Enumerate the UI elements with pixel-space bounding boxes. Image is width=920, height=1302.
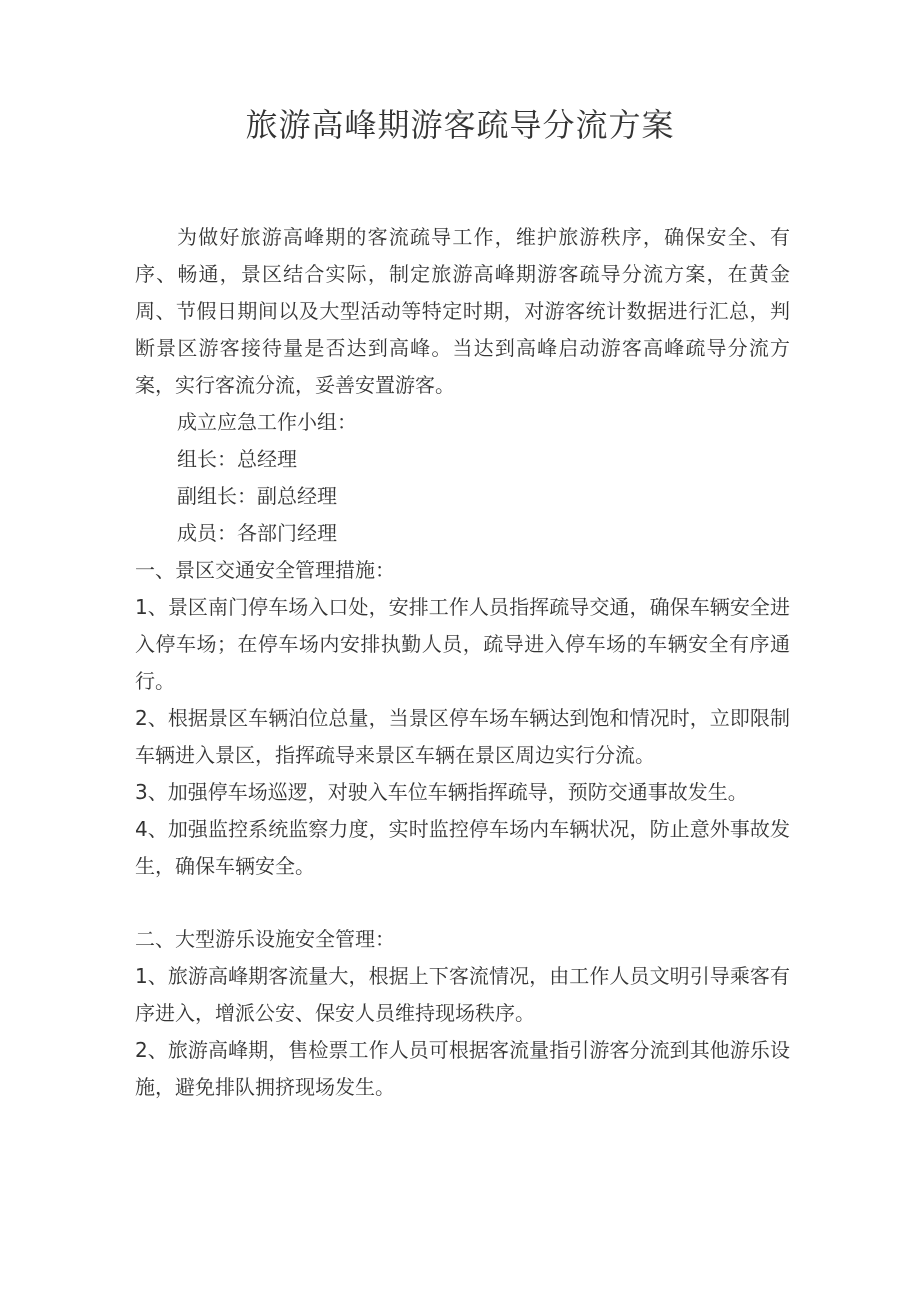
- intro-paragraph: 为做好旅游高峰期的客流疏导工作，维护旅游秩序，确保安全、有序、畅通，景区结合实际，制定旅游高峰期游客疏导分流方案，在黄金周、节假日期间以及大型活动等特定时期，对游客统计数据进行汇总，判断景区游客接待量是否达到高峰。当达到高峰启动游客高峰疏导分流方案，实行客流分流，妥善安置游客。: [135, 225, 790, 397]
- section1-item-2: 2、根据景区车辆泊位总量，当景区停车场车辆达到饱和情况时，立即限制车辆进入景区，指挥疏导来景区车辆在景区周边实行分流。: [135, 706, 790, 767]
- document-body: [135, 219, 790, 1106]
- group-heading: 成立应急工作小组：: [177, 410, 357, 434]
- section2-item-1: 1、旅游高峰期客流量大，根据上下客流情况，由工作人员文明引导乘客有序进入，增派公安、保安人员维持现场秩序。: [135, 964, 790, 1025]
- section1-item-4: 4、加强监控系统监察力度，实时监控停车场内车辆状况，防止意外事故发生，确保车辆安全。: [135, 817, 790, 878]
- section1-heading: 一、景区交通安全管理措施：: [135, 558, 395, 582]
- group-members: 成员：各部门经理: [177, 521, 337, 545]
- document-title: 旅游高峰期游客疏导分流方案: [245, 106, 675, 144]
- section2-item-2: 2、旅游高峰期，售检票工作人员可根据客流量指引游客分流到其他游乐设施，避免排队拥挤现场发生。: [135, 1038, 790, 1099]
- group-deputy: 副组长：副总经理: [177, 484, 337, 508]
- section-gap: [135, 885, 790, 921]
- group-leader: 组长：总经理: [177, 447, 297, 471]
- section1-item-1: 1、景区南门停车场入口处，安排工作人员指挥疏导交通，确保车辆安全进入停车场；在停车场内安排执勤人员，疏导进入停车场的车辆安全有序通行。: [135, 595, 790, 693]
- section1-item-3: 3、加强停车场巡逻，对驶入车位车辆指挥疏导，预防交通事故发生。: [135, 780, 748, 804]
- section2-heading: 二、大型游乐设施安全管理：: [135, 927, 395, 951]
